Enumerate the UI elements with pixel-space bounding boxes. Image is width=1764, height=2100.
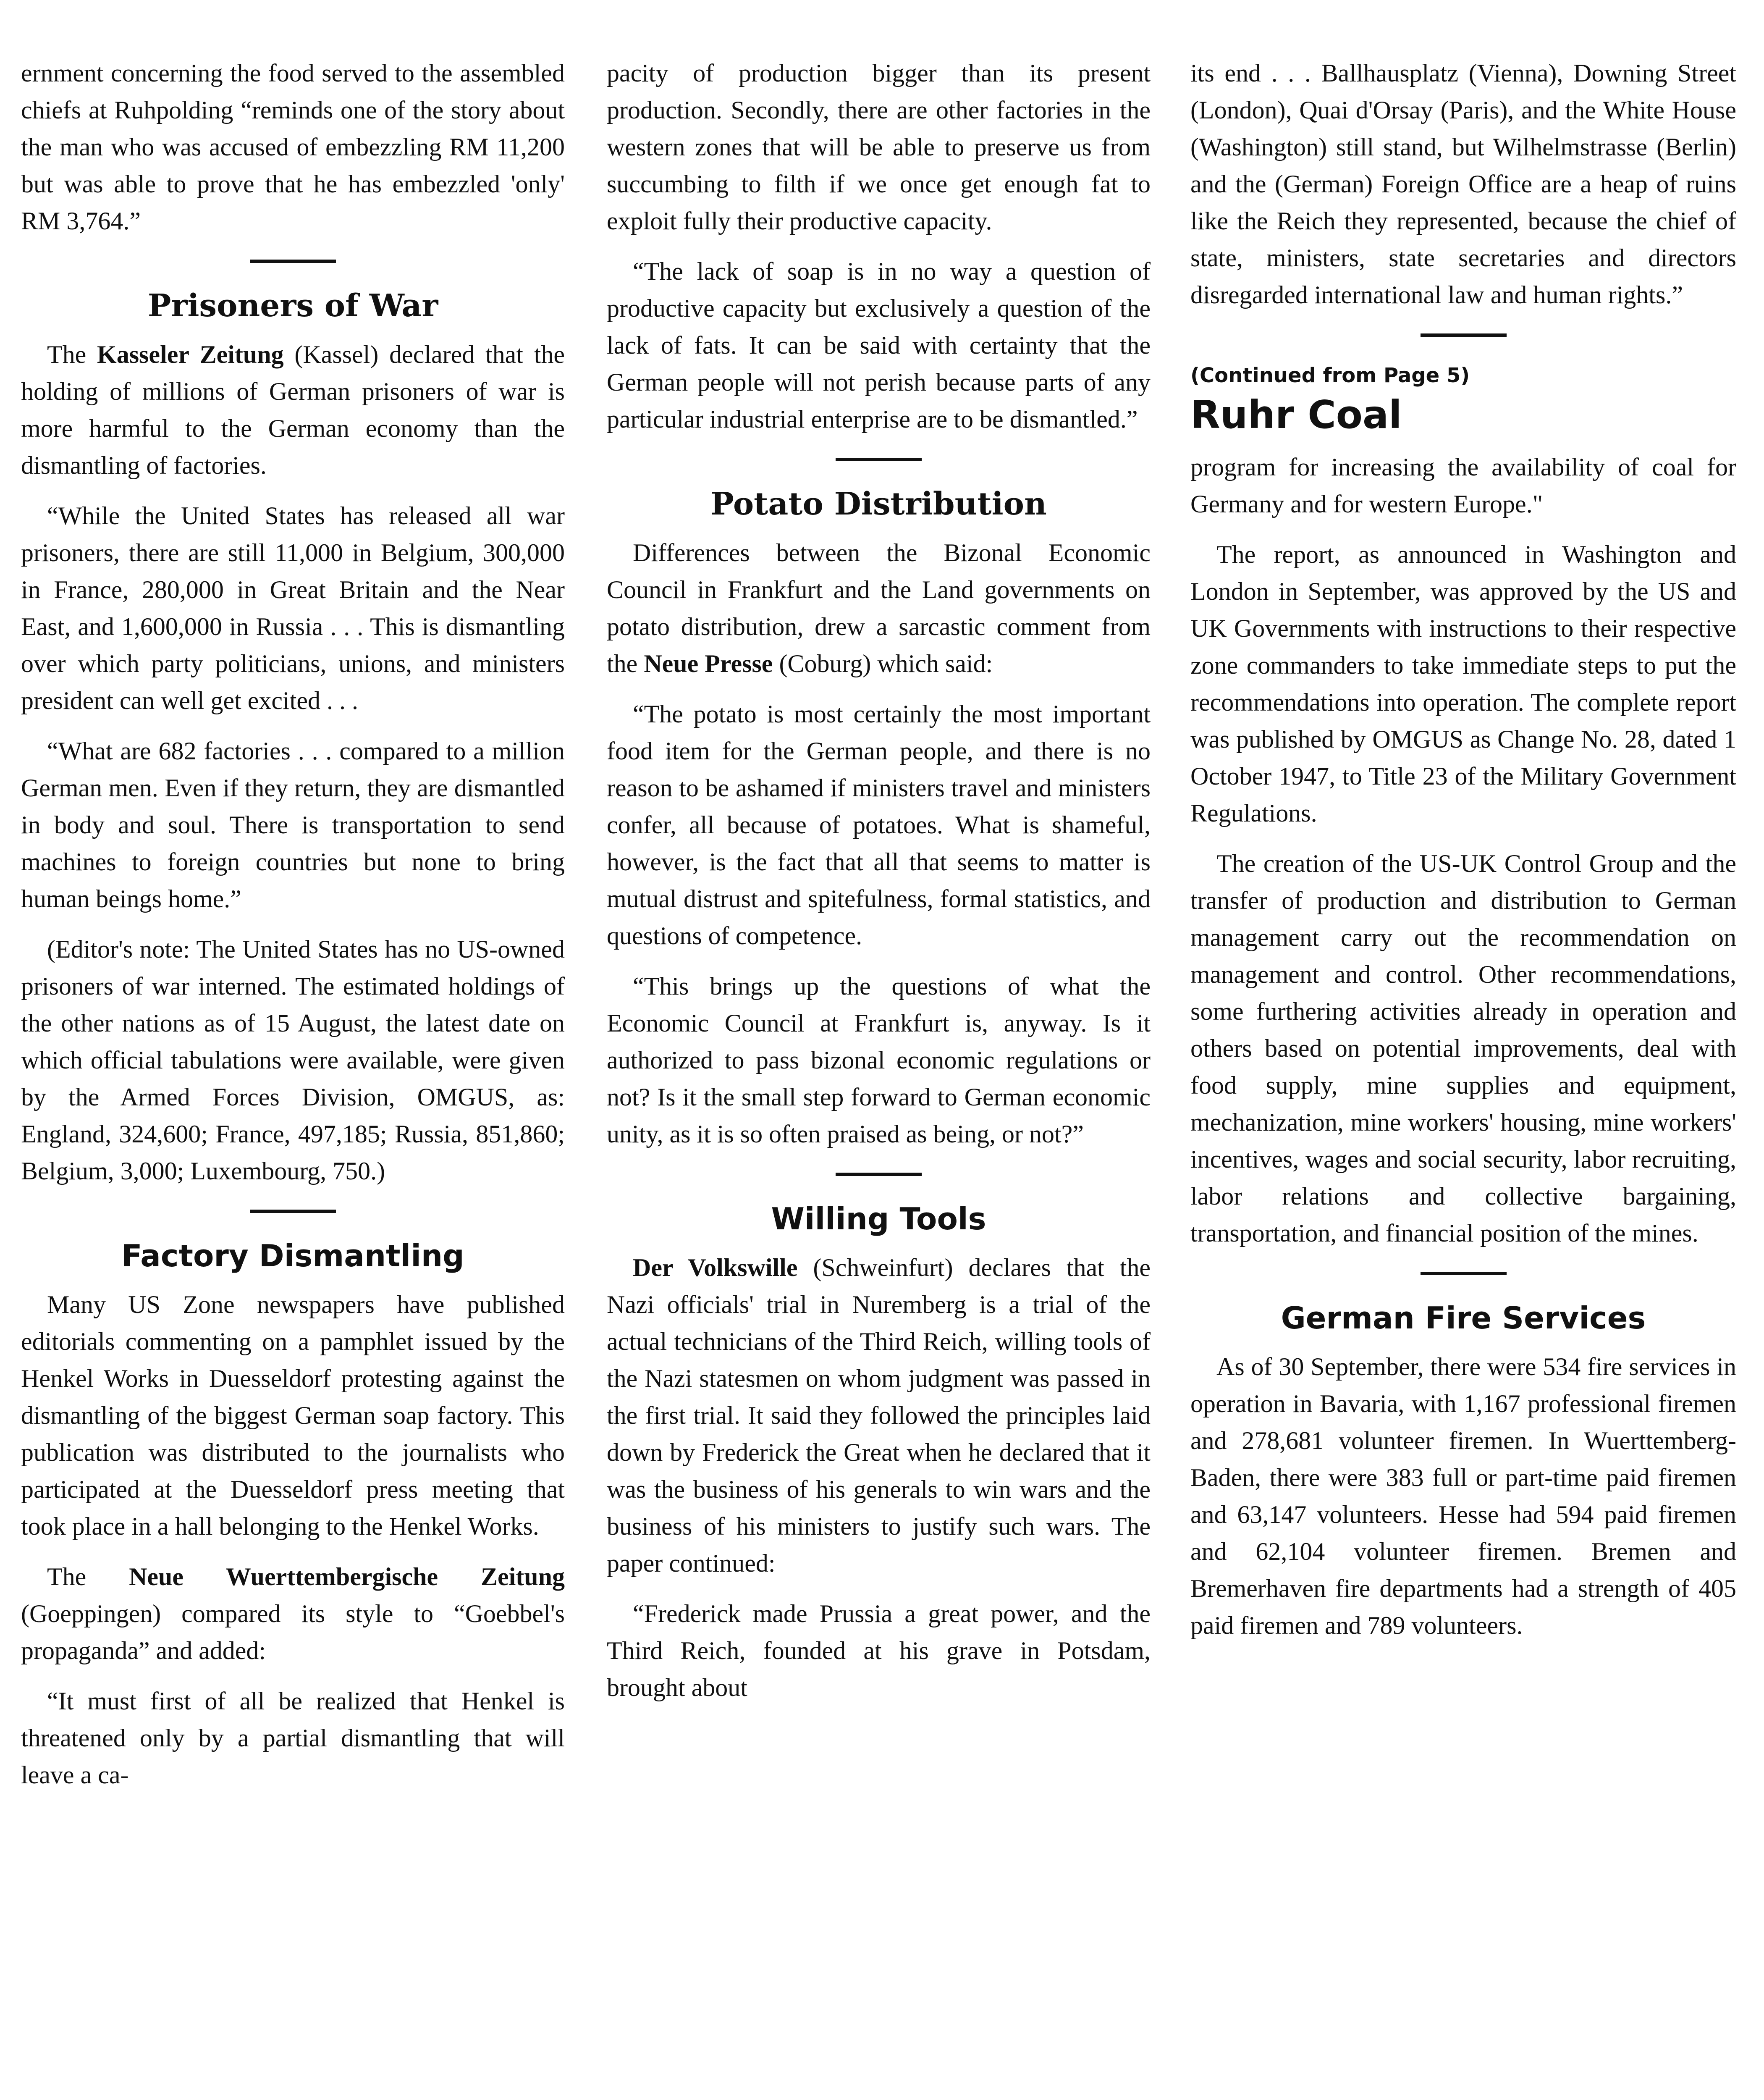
factory-paragraph-1: Many US Zone newspapers have published editorials commenting on a pamphlet issued by the Henkel Works in Duesseldorf protesting against the dismantling of the biggest German soap factory. This publication was distributed to the journalists who participated at the Duesseldorf press meeting that took place in a hall belonging to the Henkel Works. bbox=[21, 1291, 565, 1540]
factory-p2-lead: The bbox=[47, 1563, 86, 1591]
section-divider bbox=[250, 1210, 336, 1213]
der-volkswille-source: Der Volkswille bbox=[633, 1254, 798, 1281]
continued-from-note: (Continued from Page 5) bbox=[1190, 364, 1470, 387]
prisoners-p1-rest: (Kassel) declared that the holding of millions of German prisoners of war is more harmful to the German economy than the dismantling of factories. bbox=[21, 341, 565, 479]
potato-p1-pre: Differences between the Bizonal Economic Council in Frankfurt and the Land governments on potato distribution, drew a sarcastic comment from the bbox=[607, 539, 1151, 677]
ruhr-coal-heading: Ruhr Coal bbox=[1190, 392, 1402, 437]
fire-paragraph-1: As of 30 September, there were 534 fire services in operation in Bavaria, with 1,167 professional firemen and 278,681 volunteer firemen. In Wuerttemberg-Baden, there were 383 full or part-time paid firemen and 63,147 volunteers. Hesse had 594 paid firemen and 62,104 volunteer firemen. Bremen and Bremerhaven fire departments had a strength of 405 paid firemen and 789 volunteers. bbox=[1190, 1353, 1736, 1639]
section-divider bbox=[836, 458, 922, 461]
column-3 bbox=[1190, 55, 1736, 1657]
ruhr-paragraph-2: The report, as announced in Washington and London in September, was approved by the US and UK Governments with instructions to their respective zone commanders to take immediate steps to put the recommendations into operation. The complete report was published by OMGUS as Change No. 28, dated 1 October 1947, to Title 23 of the Military Government Regulations. bbox=[1190, 541, 1736, 827]
prisoners-editors-note: (Editor's note: The United States has no US-owned prisoners of war interned. The estimated holdings of the other nations as of 15 August, the latest date on which official tabulations were available, were given by the Armed Forces Division, OMGUS, as: England, 324,600; France, 497,185; Russia, 851,860; Belgium, 3,000; Luxembourg, 750.) bbox=[21, 935, 565, 1185]
potato-p1-post: (Coburg) which said: bbox=[779, 650, 993, 677]
section-divider bbox=[250, 260, 336, 263]
potato-distribution-heading: Potato Distribution bbox=[710, 486, 1047, 522]
potato-paragraph-2: “The potato is most certainly the most important food item for the German people, and there is no reason to be ashamed if ministers travel and ministers confer, all because of potatoes. What is shameful, however, is the fact that all that seems to matter is mutual distrust and spitefulness, formal statistics, and questions of competence. bbox=[607, 700, 1151, 950]
column-1 bbox=[21, 55, 565, 1807]
factory-paragraph-2 bbox=[21, 1558, 565, 1669]
prisoners-paragraph-3: “What are 682 factories . . . compared to a million German men. Even if they return, they are dismantled in body and soul. There is transportation to send machines to foreign countries but none to bring human beings home.” bbox=[21, 737, 565, 913]
factory-continued-paragraph: pacity of production bigger than its present production. Secondly, there are other factories in the western zones that will be able to preserve us from succumbing to filth if we once get enough fat to exploit fully their productive capacity. bbox=[607, 59, 1151, 235]
ruhr-paragraph-3: The creation of the US-UK Control Group and the transfer of production and distribution to German management carry out the recommendation on management and control. Other recommendations, some furthering activities already in operation and others based on potential improvements, deal with food supply, mine supplies and equipment, mechanization, mine workers' housing, mine workers' incentives, wages and social security, labor recruiting, labor relations and collective bargaining, transportation, and financial position of the mines. bbox=[1190, 850, 1736, 1247]
willing-p1-rest: (Schweinfurt) declares that the Nazi officials' trial in Nuremberg is a trial of the actual technicians of the Third Reich, willing tools of the Nazi statesmen on whom judgment was passed in the first trial. It said they followed the principles laid down by Frederick the Great when he declared that it was the business of his generals to win wars and the business of his ministers to justify such wars. The paper continued: bbox=[607, 1254, 1151, 1577]
prisoners-of-war-heading: Prisoners of War bbox=[147, 288, 438, 324]
neue-presse-source: Neue Presse bbox=[644, 650, 773, 677]
column-2 bbox=[607, 55, 1151, 1719]
section-divider bbox=[1421, 333, 1507, 337]
ruhr-paragraph-1: program for increasing the availability of coal for Germany and for western Europe." bbox=[1190, 453, 1736, 518]
prisoners-paragraph-2: “While the United States has released all war prisoners, there are still 11,000 in Belgium, 300,000 in France, 280,000 in Great Britain and the Near East, and 1,600,000 in Russia . . . This is dismantling over which party politicians, unions, and ministers president can well get excited . . . bbox=[21, 502, 565, 714]
factory-paragraph-3: “It must first of all be realized that Henkel is threatened only by a partial dismantling that will leave a ca- bbox=[21, 1687, 565, 1789]
willing-paragraph-2: “Frederick made Prussia a great power, and the Third Reich, founded at his grave in Potsdam, brought about bbox=[607, 1600, 1151, 1701]
willing-paragraph-1 bbox=[607, 1249, 1151, 1582]
factory-dismantling-heading: Factory Dismantling bbox=[121, 1238, 464, 1273]
section-divider bbox=[836, 1173, 922, 1176]
willing-tools-heading: Willing Tools bbox=[771, 1201, 986, 1236]
neue-wuerttembergische-source: Neue Wuerttembergische Zeitung bbox=[129, 1563, 565, 1591]
potato-paragraph-3: “This brings up the questions of what the Economic Council at Frankfurt is, anyway. Is it authorized to pass bizonal economic regulations or not? Is it the small step forward to German economic unity, as it is so often praised as being, or not?” bbox=[607, 972, 1151, 1148]
factory-p2-rest: (Goeppingen) compared its style to “Goebbel's propaganda” and added: bbox=[21, 1600, 565, 1664]
prisoners-paragraph-1 bbox=[21, 336, 565, 484]
german-fire-services-heading: German Fire Services bbox=[1281, 1300, 1646, 1336]
willing-continued-paragraph: its end . . . Ballhausplatz (Vienna), Downing Street (London), Quai d'Orsay (Paris), and the White House (Washington) still stand, but Wilhelmstrasse (Berlin) and the (German) Foreign Office are a heap of ruins like the Reich they represented, because the chief of state, ministers, state secretaries and directors disregarded international law and human rights.” bbox=[1190, 59, 1736, 309]
prisoners-p1-lead: The bbox=[47, 341, 86, 368]
soap-paragraph: “The lack of soap is in no way a question of productive capacity but exclusively a question of the lack of fats. It can be said with certainty that the German people will not perish because parts of any particular industrial enterprise are to be dismantled.” bbox=[607, 257, 1151, 433]
kasseler-zeitung-source: Kasseler Zeitung bbox=[97, 341, 284, 368]
section-divider bbox=[1421, 1272, 1507, 1275]
intro-paragraph: ernment concerning the food served to the assembled chiefs at Ruhpolding “reminds one of the story about the man who was accused of embezzling RM 11,200 but was able to prove that he has embezzled 'only' RM 3,764.” bbox=[21, 59, 565, 235]
potato-paragraph-1 bbox=[607, 534, 1151, 682]
